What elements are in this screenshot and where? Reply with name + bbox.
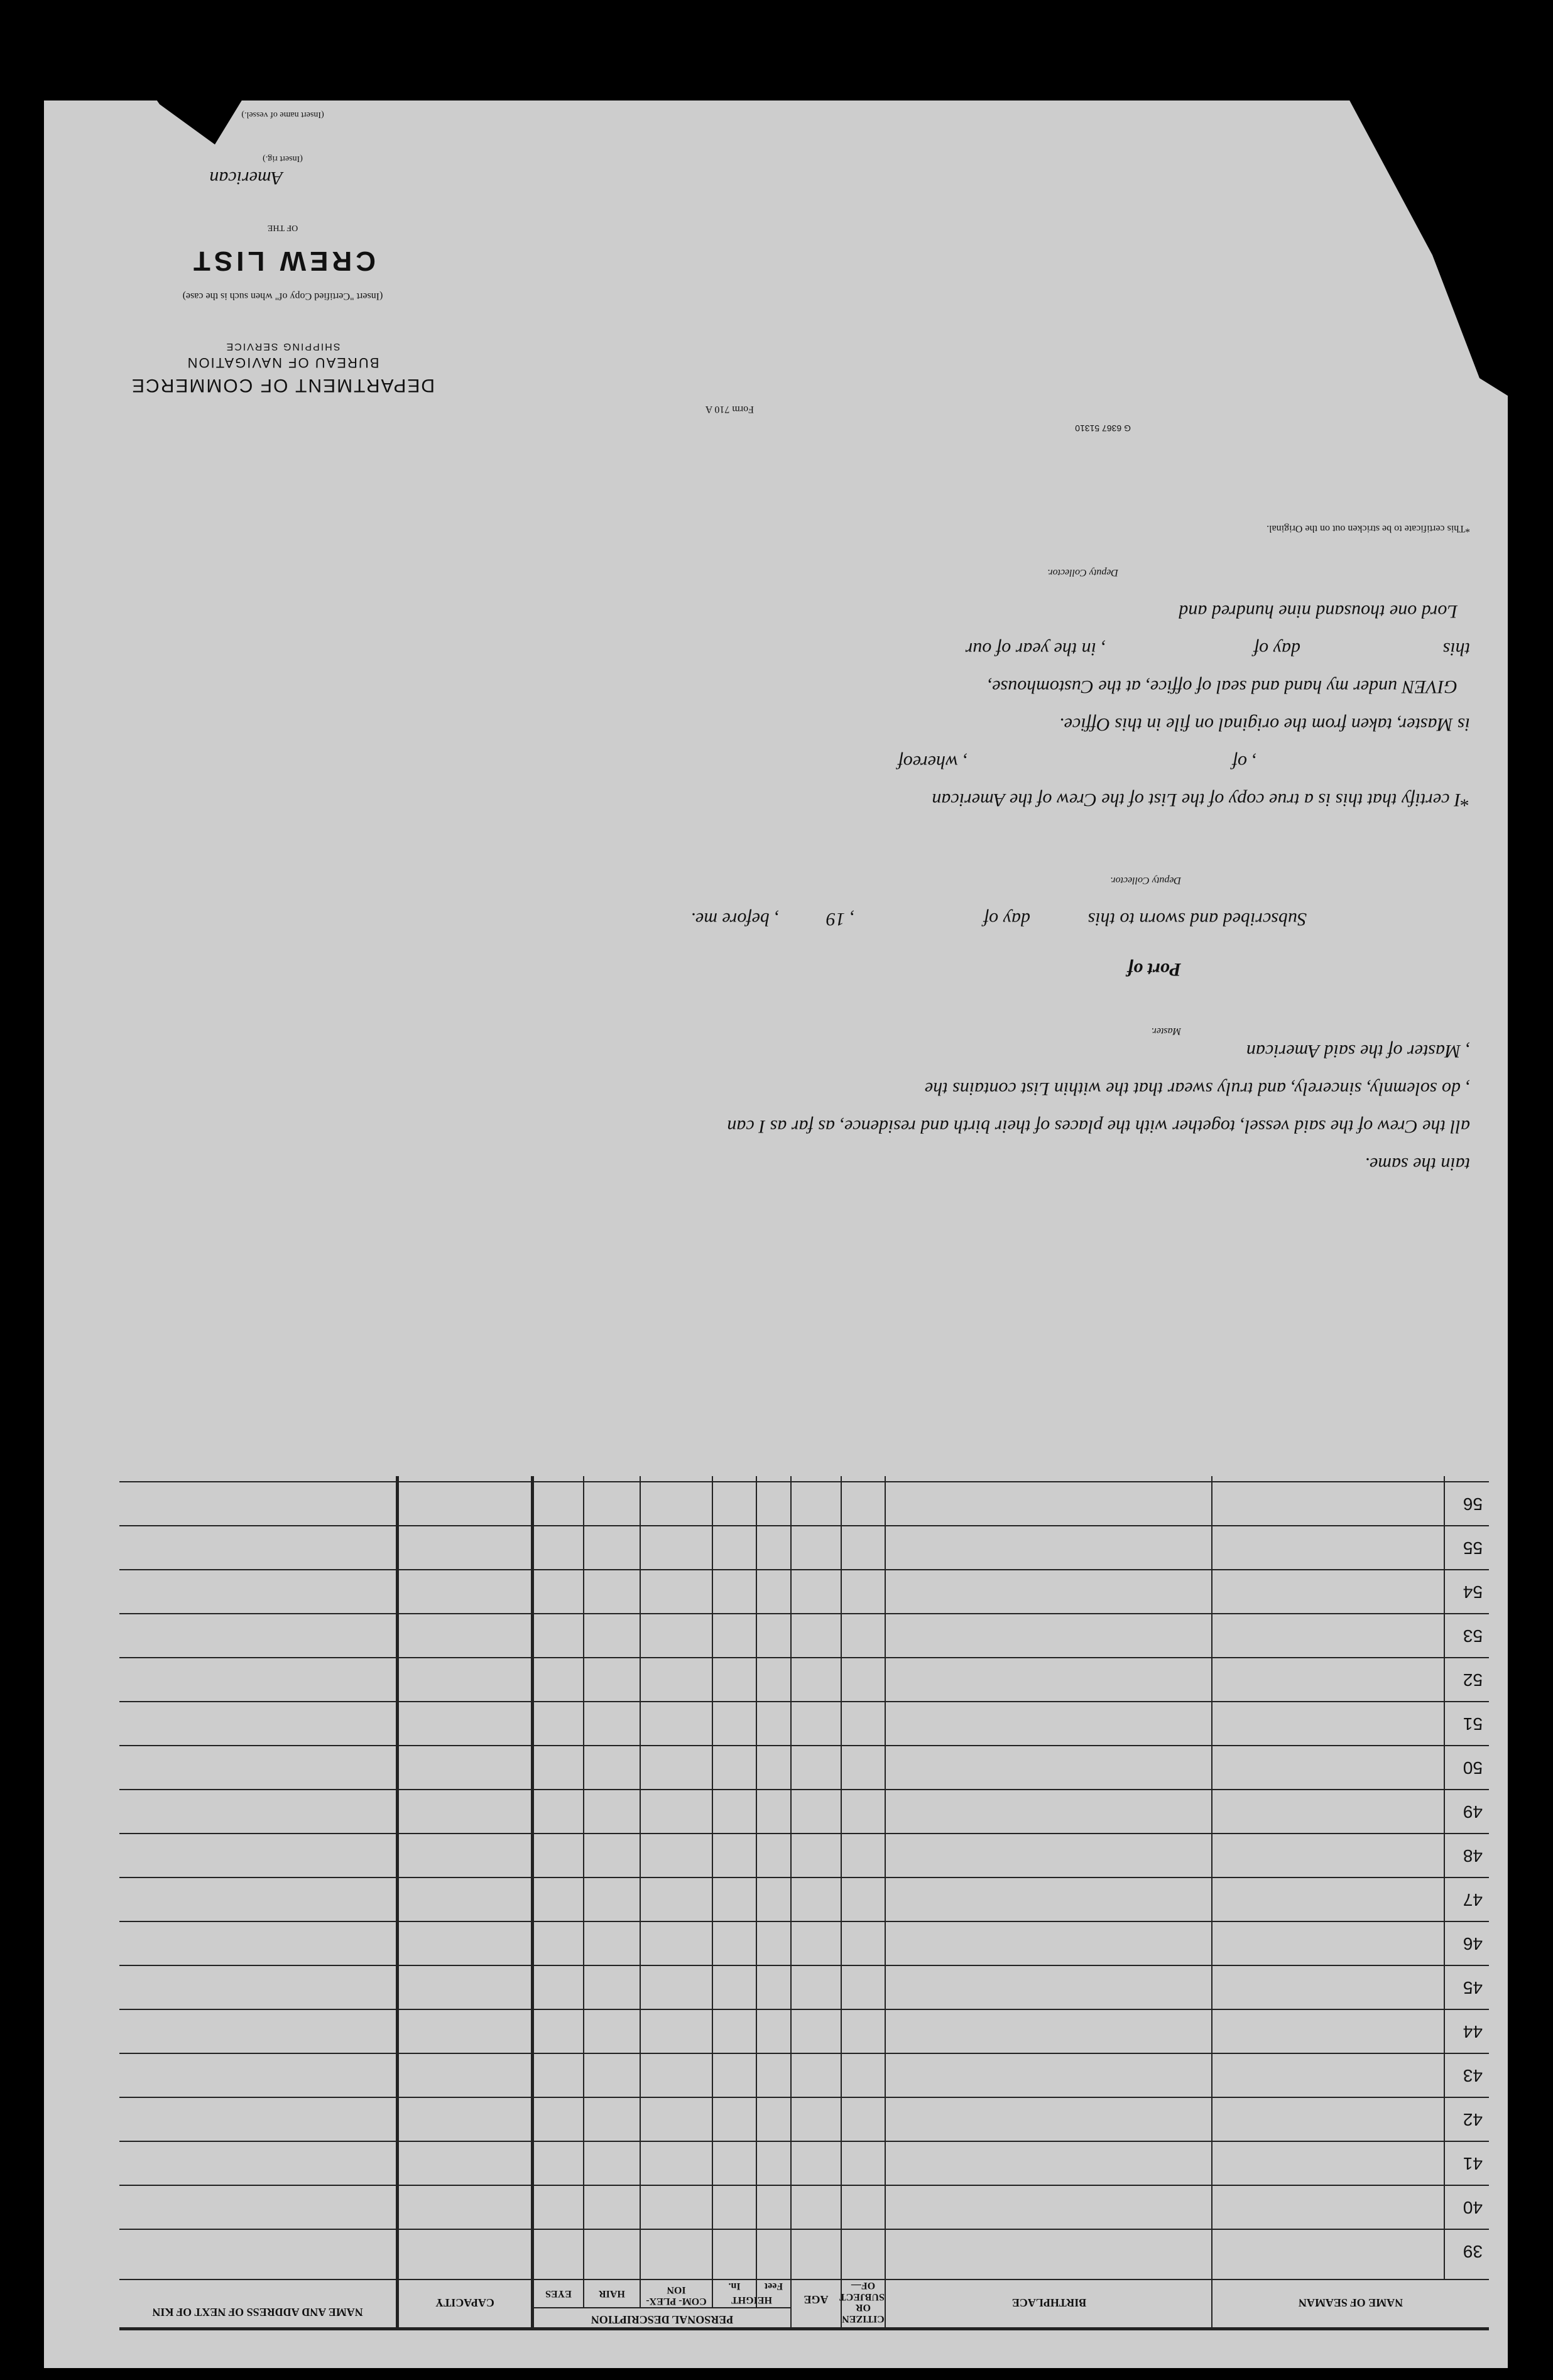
col-divider-complexion [640,1476,641,2308]
declaration-port: Port of [1127,959,1181,980]
rotated-form [44,44,1508,2368]
col-divider-in [712,1476,713,2308]
row-number: 39 [1463,2242,1483,2261]
certificate-footnote: *This certificate to be stricken out on the Original. [1267,523,1470,534]
certified-note: (Insert "Certified Copy of" when such is the case) [182,291,383,302]
table-row [119,1701,1489,1702]
table-row [119,1789,1489,1790]
col-divider-name [1211,1476,1212,2330]
bureau: BUREAU OF NAVIGATION [186,355,379,371]
table-top-border [119,2327,1489,2330]
header-height: HEIGHT [731,2295,772,2305]
header-birthplace: BIRTHPLACE [1011,2296,1087,2309]
header-capacity: CAPACITY [435,2296,494,2309]
col-divider-hair [583,1476,584,2308]
of-the: OF THE [267,223,298,232]
table-row [119,1525,1489,1526]
form-number: Form 710 A [705,404,754,415]
table-row [119,1481,1489,1482]
col-divider-capacity [396,1476,399,2330]
declaration-deputy: Deputy Collector. [1110,875,1181,886]
row-number: 46 [1463,1934,1483,1953]
table-row [119,1569,1489,1570]
declaration-master-label: Master. [1151,1026,1181,1036]
table-row [119,2097,1489,2098]
row-number: 54 [1463,1582,1483,1602]
row-number: 48 [1463,1846,1483,1866]
col-divider-feet [756,1476,757,2308]
col-divider-citizen [841,1476,842,2330]
row-number: 42 [1463,2110,1483,2129]
declaration-line2: , do solemnly, sincerely, and truly swear that the within List contains the [924,1079,1470,1099]
certificate-line4: GIVEN under my hand and seal of office, at the Customhouse, [987,677,1458,697]
header-complexion: COM- PLEX- ION [646,2285,707,2307]
header-personal: PERSONAL DESCRIPTION [591,2313,734,2326]
header-eyes: EYES [545,2288,572,2299]
row-number: 50 [1463,1758,1483,1778]
number-column-divider [1444,1476,1445,2280]
service: SHIPPING SERVICE [225,341,341,352]
table-row [119,1877,1489,1878]
department: DEPARTMENT OF COMMERCE [130,375,435,396]
header-bottom-line [119,2279,1489,2280]
personal-subheader-line [534,2307,792,2308]
row-number: 56 [1463,1494,1483,1514]
header-citizen: CITIZEN OR SUBJECT OF— [839,2280,885,2324]
row-number: 55 [1463,1538,1483,1558]
certificate-of: , of [1232,752,1256,773]
table-row [119,1745,1489,1746]
header-hair: HAIR [599,2288,625,2299]
form-code: G 6367 51310 [1075,423,1131,433]
certificate-deputy: Deputy Collector. [1047,567,1118,578]
certificate-line3: is Master, taken from the original on file in this Office. [1059,714,1470,735]
american-label: American [209,168,283,188]
certificate-line6: Lord one thousand nine hundred and [1179,601,1458,622]
table-row [119,1613,1489,1614]
declaration-subscribed: Subscribed and sworn to this [1087,909,1307,930]
header-feet: Feet [764,2281,783,2291]
row-number: 41 [1463,2154,1483,2173]
table-row [119,2009,1489,2010]
header-age: AGE [804,2293,829,2306]
row-number: 53 [1463,1626,1483,1646]
row-number: 44 [1463,2022,1483,2041]
col-divider-birthplace [885,1476,886,2330]
header-kin: NAME AND ADDRESS OF NEXT OF KIN [152,2306,363,2318]
declaration-year: , 19 [826,909,854,930]
col-divider-eyes [531,1476,534,2330]
table-row [119,1657,1489,1658]
row-number: 51 [1463,1714,1483,1734]
certificate-line1: *I certify that this is a true copy of the List of the Crew of the American [932,790,1470,810]
certificate-year: , in the year of our [965,639,1106,660]
table-row [119,1921,1489,1922]
table-row [119,1833,1489,1834]
table-row [119,2141,1489,2142]
certificate-whereof: , whereof [898,752,967,773]
document-page [44,44,1508,2368]
col-divider-age [790,1476,792,2330]
table-row [119,2185,1489,2186]
row-number: 45 [1463,1978,1483,1997]
declaration-line1: , Master of the said American [1246,1041,1470,1062]
row-number: 49 [1463,1802,1483,1822]
row-number: 47 [1463,1890,1483,1910]
declaration-day-of: day of [983,909,1030,930]
table-row [119,1965,1489,1966]
row-number: 52 [1463,1670,1483,1690]
table-row [119,2229,1489,2230]
declaration-before-me: , before me. [690,909,779,930]
row-number: 40 [1463,2198,1483,2217]
header-name: NAME OF SEAMAN [1298,2296,1403,2309]
declaration-line4: tain the same. [1365,1154,1470,1175]
insert-rig: (Insert rig.) [263,154,303,163]
certificate-this: this [1442,639,1470,660]
header-inches: In. [728,2281,741,2291]
table-row [119,2053,1489,2054]
crew-list-title: CREW LIST [190,246,376,276]
row-number: 43 [1463,2066,1483,2085]
insert-vessel: (Insert name of vessel.) [241,110,324,119]
declaration-line3: all the Crew of the said vessel, together with the places of their birth and residence, as far as I can [727,1116,1470,1137]
certificate-day: day of [1253,639,1300,660]
